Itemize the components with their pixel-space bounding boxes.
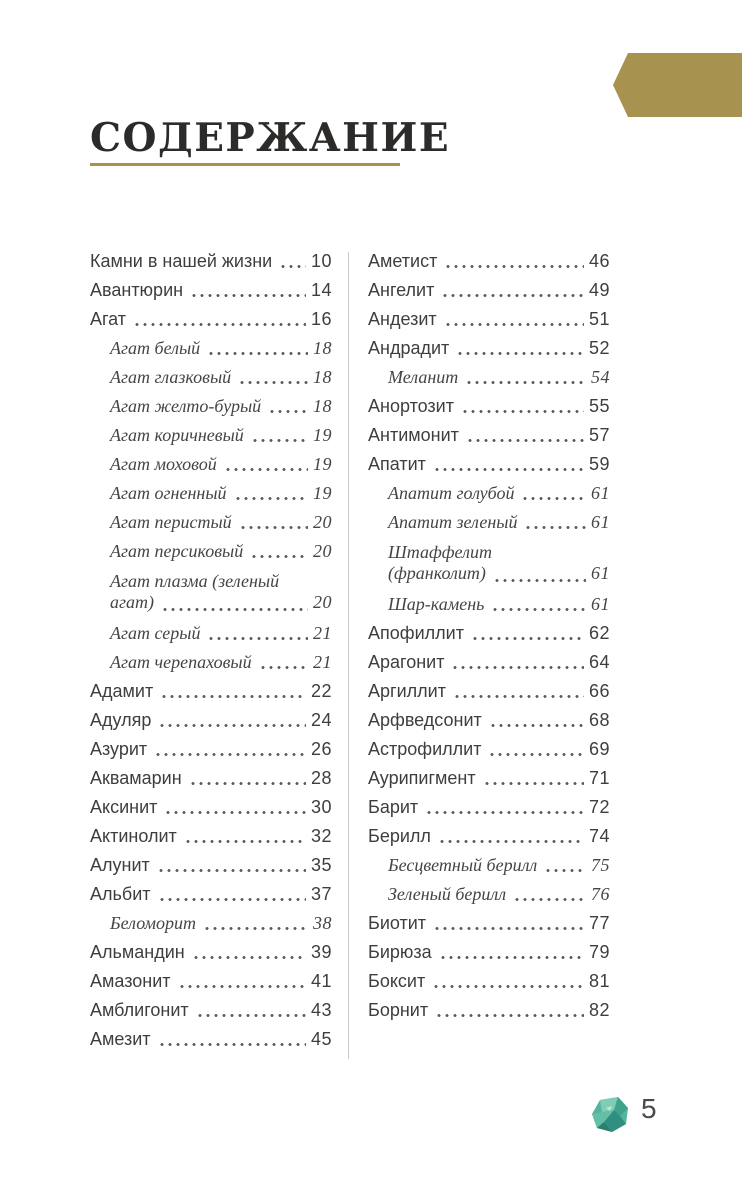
- toc-subentry: [90, 914, 332, 932]
- dot-leader: [153, 740, 306, 758]
- dot-leader: [490, 595, 586, 613]
- toc-entry-label: Антимонит: [368, 425, 459, 445]
- toc-column-right: [348, 252, 610, 1059]
- toc-entry-label: Адамит: [90, 681, 154, 701]
- dot-leader: [206, 339, 308, 357]
- toc-subentry-page: 20: [313, 592, 332, 612]
- toc-entry: [368, 972, 610, 990]
- toc-subentry-page: 19: [313, 483, 332, 503]
- toc-entry-label: Амблигонит: [90, 1000, 189, 1020]
- dot-leader: [431, 972, 584, 990]
- toc-subentry: [90, 653, 332, 671]
- toc-entry-page: 77: [588, 913, 610, 933]
- dot-leader: [464, 368, 586, 386]
- toc-entry-page: 24: [310, 710, 332, 730]
- toc-entry-label: Боксит: [368, 971, 426, 991]
- toc-subentry-label-line1: Штаффелит: [388, 542, 492, 562]
- toc-subentry: [90, 484, 332, 502]
- toc-subentry-page: 61: [591, 563, 610, 583]
- dot-leader: [188, 769, 306, 787]
- toc-subentry-page: 19: [313, 454, 332, 474]
- toc-subentry: [368, 856, 610, 874]
- toc-entry-label: Азурит: [90, 739, 148, 759]
- toc-entry-page: 28: [310, 768, 332, 788]
- toc-entry: [90, 252, 332, 270]
- dot-leader: [195, 1001, 306, 1019]
- toc-entry-page: 62: [588, 623, 610, 643]
- dot-leader: [278, 252, 306, 270]
- dot-leader: [465, 426, 584, 444]
- toc-subentry-page: 18: [313, 396, 332, 416]
- toc-subentry: [90, 339, 332, 357]
- toc-entry-page: 39: [310, 942, 332, 962]
- toc-entry-label: Берилл: [368, 826, 431, 846]
- toc-entry: [90, 856, 332, 874]
- toc-entry-label: Амазонит: [90, 971, 171, 991]
- toc-entry-label: Андезит: [368, 309, 437, 329]
- dot-leader: [237, 368, 308, 386]
- toc-entry-page: 26: [310, 739, 332, 759]
- toc-subentry: [90, 624, 332, 642]
- toc-entry-page: 32: [310, 826, 332, 846]
- toc-subentry: [90, 542, 332, 560]
- mineral-stone-image: [590, 1096, 632, 1134]
- toc-entry: [368, 624, 610, 642]
- toc-entry: [90, 827, 332, 845]
- toc-entry: [368, 711, 610, 729]
- toc-subentry: [90, 513, 332, 531]
- toc-subentry: [368, 595, 610, 613]
- dot-leader: [202, 914, 308, 932]
- toc-entry: [368, 397, 610, 415]
- toc-subentry: [90, 368, 332, 386]
- toc-subentry-page: 38: [313, 913, 332, 933]
- toc-subentry: [368, 885, 610, 903]
- toc-subentry-page: 61: [591, 594, 610, 614]
- toc-subentry-label: Агат серый: [110, 623, 201, 643]
- dot-leader: [432, 914, 584, 932]
- toc-subentry: [368, 484, 610, 502]
- toc-entry: [90, 798, 332, 816]
- toc-subentry-page: 20: [313, 512, 332, 532]
- toc-subentry-label: Агат глазковый: [110, 367, 232, 387]
- toc-entry-label: Амезит: [90, 1029, 151, 1049]
- toc-entry: [90, 972, 332, 990]
- toc-entry: [368, 798, 610, 816]
- toc-subentry: [368, 513, 610, 531]
- dot-leader: [488, 711, 584, 729]
- dot-leader: [163, 798, 306, 816]
- toc-entry-label: Биотит: [368, 913, 427, 933]
- toc-entry-label: Адуляр: [90, 710, 152, 730]
- dot-leader: [432, 455, 584, 473]
- toc-entry-page: 64: [588, 652, 610, 672]
- table-of-contents: [90, 252, 610, 1059]
- toc-entry-page: 74: [588, 826, 610, 846]
- toc-entry: [368, 769, 610, 787]
- toc-subentry-label: Агат черепаховый: [110, 652, 252, 672]
- toc-entry-label: Аквамарин: [90, 768, 182, 788]
- toc-subentry-page: 61: [591, 483, 610, 503]
- gold-chevron-banner: [613, 53, 742, 117]
- toc-entry-page: 49: [588, 280, 610, 300]
- dot-leader: [460, 397, 584, 415]
- dot-leader: [157, 1030, 306, 1048]
- toc-entry-label: Аметист: [368, 251, 438, 271]
- title-underline: [90, 163, 400, 166]
- toc-entry-page: 68: [588, 710, 610, 730]
- toc-subentry-page: 76: [591, 884, 610, 904]
- toc-subentry-label-line2: (франколит): [388, 563, 486, 583]
- toc-entry-label: Аргиллит: [368, 681, 446, 701]
- title-block: [90, 116, 450, 166]
- toc-subentry-label: Агат белый: [110, 338, 201, 358]
- toc-subentry-label: Агат желто-бурый: [110, 396, 262, 416]
- toc-entry: [90, 281, 332, 299]
- toc-subentry-label: Агат персиковый: [110, 541, 244, 561]
- toc-entry-label: Алунит: [90, 855, 150, 875]
- dot-leader: [206, 624, 308, 642]
- dot-leader: [487, 740, 584, 758]
- toc-entry: [368, 455, 610, 473]
- toc-entry-page: 81: [588, 971, 610, 991]
- toc-subentry-page: 61: [591, 512, 610, 532]
- toc-entry: [90, 1001, 332, 1019]
- dot-leader: [159, 682, 306, 700]
- dot-leader: [157, 885, 306, 903]
- toc-subentry: [90, 455, 332, 473]
- toc-entry: [368, 339, 610, 357]
- dot-leader: [482, 769, 584, 787]
- toc-subentry-page: 19: [313, 425, 332, 445]
- toc-entry-page: 41: [310, 971, 332, 991]
- toc-entry-label: Арагонит: [368, 652, 445, 672]
- toc-subentry-page: 18: [313, 338, 332, 358]
- toc-entry-page: 66: [588, 681, 610, 701]
- toc-subentry-label: Бесцветный берилл: [388, 855, 538, 875]
- dot-leader: [520, 484, 586, 502]
- toc-entry: [90, 885, 332, 903]
- dot-leader: [470, 624, 584, 642]
- dot-leader: [258, 653, 308, 671]
- toc-entry-page: 46: [588, 251, 610, 271]
- toc-entry: [368, 426, 610, 444]
- toc-entry: [368, 281, 610, 299]
- toc-entry: [90, 943, 332, 961]
- toc-entry: [368, 1001, 610, 1019]
- dot-leader: [250, 426, 308, 444]
- toc-entry: [368, 827, 610, 845]
- toc-subentry-label: Беломорит: [110, 913, 197, 933]
- toc-subentry-wrapped: [90, 571, 332, 613]
- toc-subentry-label: Агат перистый: [110, 512, 232, 532]
- dot-leader: [183, 827, 306, 845]
- toc-subentry-label-line1: Агат плазма (зеленый: [110, 571, 280, 591]
- dot-leader: [450, 653, 584, 671]
- toc-entry-page: 22: [310, 681, 332, 701]
- toc-entry: [368, 653, 610, 671]
- toc-subentry-label: Апатит голубой: [388, 483, 515, 503]
- dot-leader: [443, 310, 584, 328]
- toc-entry-label: Астрофиллит: [368, 739, 482, 759]
- toc-entry: [368, 740, 610, 758]
- toc-subentry-label: Агат коричневый: [110, 425, 244, 445]
- toc-entry-label: Актинолит: [90, 826, 177, 846]
- dot-leader: [424, 798, 584, 816]
- toc-subentry-page: 54: [591, 367, 610, 387]
- dot-leader: [492, 563, 586, 584]
- dot-leader: [543, 856, 586, 874]
- toc-entry: [368, 252, 610, 270]
- toc-entry: [368, 914, 610, 932]
- toc-subentry-label: Агат огненный: [110, 483, 227, 503]
- toc-entry-page: 16: [310, 309, 332, 329]
- dot-leader: [452, 682, 584, 700]
- toc-entry: [90, 769, 332, 787]
- dot-leader: [160, 592, 308, 613]
- toc-entry-label: Камни в нашей жизни: [90, 251, 273, 271]
- toc-entry: [90, 682, 332, 700]
- dot-leader: [443, 252, 584, 270]
- toc-subentry: [90, 426, 332, 444]
- toc-entry-page: 37: [310, 884, 332, 904]
- toc-entry-page: 43: [310, 1000, 332, 1020]
- folio-page-number: 5: [641, 1093, 657, 1124]
- toc-entry-label: Аурипигмент: [368, 768, 476, 788]
- toc-entry-page: 71: [588, 768, 610, 788]
- toc-entry-label: Арфведсонит: [368, 710, 482, 730]
- dot-leader: [177, 972, 306, 990]
- toc-column-left: [90, 252, 332, 1059]
- toc-entry: [368, 943, 610, 961]
- toc-entry-label: Агат: [90, 309, 127, 329]
- dot-leader: [233, 484, 308, 502]
- toc-entry-label: Альмандин: [90, 942, 185, 962]
- toc-subentry-label: Зеленый берилл: [388, 884, 507, 904]
- toc-subentry: [368, 368, 610, 386]
- toc-subentry-page: 18: [313, 367, 332, 387]
- toc-entry-page: 51: [588, 309, 610, 329]
- dot-leader: [191, 943, 306, 961]
- dot-leader: [189, 281, 306, 299]
- toc-entry-label: Анортозит: [368, 396, 454, 416]
- dot-leader: [440, 281, 584, 299]
- toc-entry-label: Андрадит: [368, 338, 450, 358]
- toc-subentry-label: Агат моховой: [110, 454, 217, 474]
- dot-leader: [438, 943, 584, 961]
- dot-leader: [132, 310, 306, 328]
- toc-entry: [90, 711, 332, 729]
- dot-leader: [455, 339, 584, 357]
- dot-leader: [156, 856, 306, 874]
- toc-subentry-page: 21: [313, 652, 332, 672]
- toc-entry-label: Аксинит: [90, 797, 158, 817]
- toc-subentry-label: Шар-камень: [388, 594, 485, 614]
- dot-leader: [523, 513, 586, 531]
- toc-entry-label: Авантюрин: [90, 280, 184, 300]
- toc-entry-label: Борнит: [368, 1000, 429, 1020]
- toc-subentry-page: 21: [313, 623, 332, 643]
- toc-entry-page: 45: [310, 1029, 332, 1049]
- toc-entry-page: 30: [310, 797, 332, 817]
- toc-entry-page: 10: [310, 251, 332, 271]
- toc-entry-page: 35: [310, 855, 332, 875]
- toc-subentry-page: 75: [591, 855, 610, 875]
- toc-entry: [90, 740, 332, 758]
- toc-entry-page: 14: [310, 280, 332, 300]
- toc-entry: [368, 682, 610, 700]
- page-title: СОДЕРЖАНИЕ: [90, 115, 451, 161]
- toc-entry-label: Апатит: [368, 454, 426, 474]
- toc-entry-page: 52: [588, 338, 610, 358]
- toc-entry-page: 72: [588, 797, 610, 817]
- toc-entry: [90, 310, 332, 328]
- dot-leader: [238, 513, 308, 531]
- toc-entry-page: 59: [588, 454, 610, 474]
- dot-leader: [249, 542, 308, 560]
- toc-entry-page: 69: [588, 739, 610, 759]
- toc-entry-label: Апофиллит: [368, 623, 464, 643]
- toc-entry: [90, 1030, 332, 1048]
- toc-subentry-label: Меланит: [388, 367, 459, 387]
- toc-subentry-page: 20: [313, 541, 332, 561]
- toc-entry-label: Ангелит: [368, 280, 435, 300]
- toc-subentry: [90, 397, 332, 415]
- dot-leader: [157, 711, 306, 729]
- toc-entry-page: 79: [588, 942, 610, 962]
- toc-entry-label: Альбит: [90, 884, 151, 904]
- dot-leader: [437, 827, 584, 845]
- dot-leader: [434, 1001, 584, 1019]
- toc-entry: [368, 310, 610, 328]
- toc-entry-page: 55: [588, 396, 610, 416]
- toc-entry-page: 57: [588, 425, 610, 445]
- toc-entry-label: Барит: [368, 797, 419, 817]
- toc-entry-label: Бирюза: [368, 942, 432, 962]
- toc-subentry-label: Апатит зеленый: [388, 512, 518, 532]
- toc-subentry-label-line2: агат): [110, 592, 155, 612]
- dot-leader: [512, 885, 586, 903]
- dot-leader: [223, 455, 308, 473]
- toc-subentry-wrapped: [368, 542, 610, 584]
- toc-entry-page: 82: [588, 1000, 610, 1020]
- dot-leader: [267, 397, 308, 415]
